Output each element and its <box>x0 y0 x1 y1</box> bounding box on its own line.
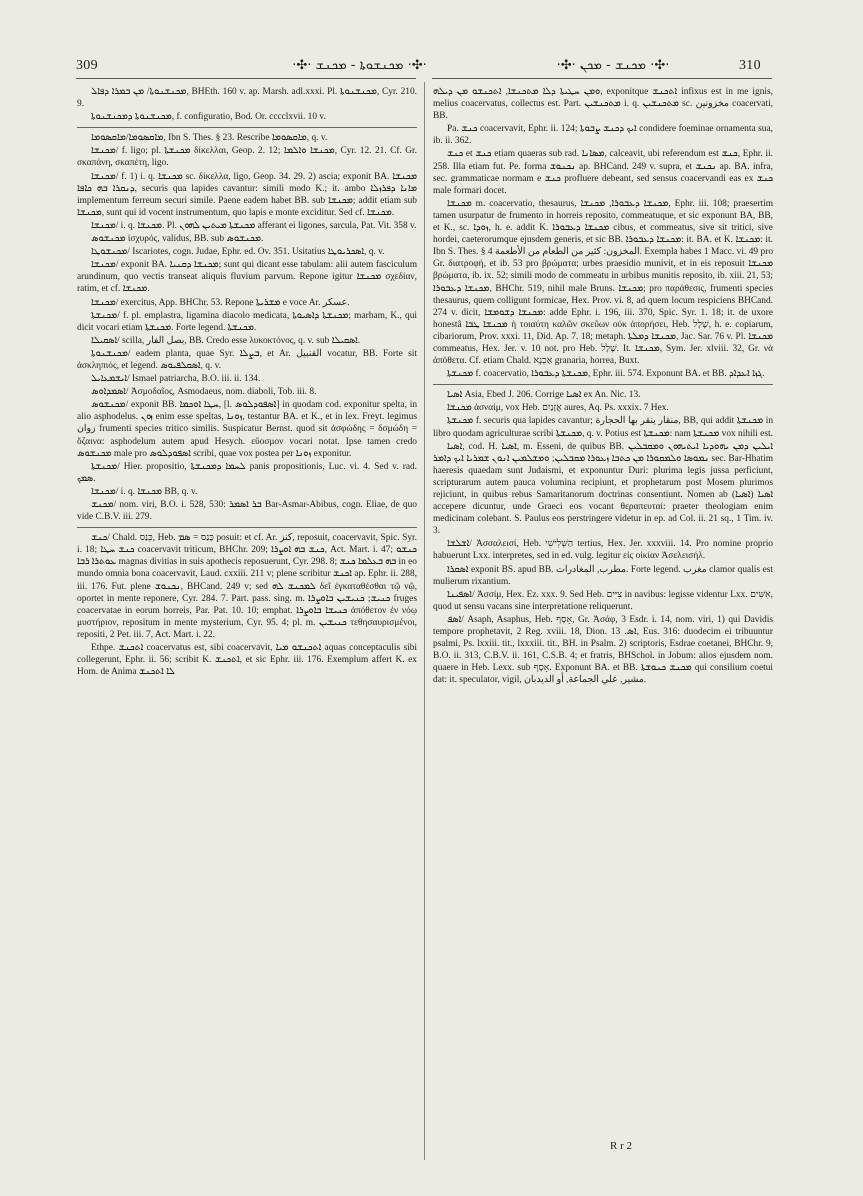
left-running-header: ·✣· ܡܟܢܫܘܬܐ - ܡܟܢܫ ·✣· <box>292 58 427 73</box>
dictionary-entry: ܡܟܢܫܐ/ f. 1) i. q. ܡܟܢܫܐ sc. δίκελλα, ligo, Geop. 34. 29. 2) ascia; exponit BA. ܡܟܢܫܐ ܕܢܩܪܐ ܒܗ ܟܐܦܐ, securis qua lapides cavantur: simili modo K.; it. ambo ܡܐܢܐ ܕܦܪܙܠܐ implementum ferreum securi simile. Paene eadem habet BB. sub ܡܟܢܫܐ; addit etiam sub ܡܟܢܫܐ, sunt qui id vocent instrumentum, quo lapis e monte exciditur. Sed cf. ܡܟܢܫܐ. <box>77 171 417 218</box>
dictionary-entry: ܡܟܢܫܐ/ f. ligo; pl. ܡܟܢܫܬܐ δίκελλαι, Geop. 2. 12; ܡܟܢܫܐ ܘܐܠܡܐ, Cyr. 12. 21. Cf. Gr. σκαπάνη, σκαπέτη, ligo. <box>77 146 417 169</box>
dictionary-entry: ܡܟܢܫܢܘܬܐ ܕܡܟܢܫܢܘܬܐ, f. configuratio, Bod. Or. cccclxvii. 10 v. <box>91 112 326 123</box>
dictionary-entry: Ethpe. ܐܬܟܢܫ coacervatus est, sibi coacervavit, ܐܬܟܢܫܘ ܡܝܐ aquas conceptaculis sibi collegerunt, Ephr. ii. 56; scribit K. ܐܬܟܢܫ, et sic Ephr. iii. 176. Exemplum affert K. ex Hom. de Anima ܠܐ ܐܬܟܢܫ <box>77 643 417 678</box>
dictionary-entry: ܡܟܢܫܬܐ/ Hier. propositio, ܠܚܡܐ ܕܡܟܢܫܬܐ panis propositionis, Luc. vi. 4. Sed v. rad. ܣܡܟ. <box>77 461 417 484</box>
dictionary-entry: ܐܣܝܐ Asia, Ebed J. 206. Corrige ܐܣܝܐ ex An. Nic. 13. <box>433 384 773 401</box>
dictionary-entry: ܐܣܝܐ, cod. H. ܐܣܝܐ, m. Esseni, de quibus BB. ܐܝܠܝܢ ܕܡܢ ܝܗܘܕܝܐ ܐܝܬܝܗܘܢ ܘܡܩܒܠܝܢ ܢܡܘܣܐ ܘܠܡܩܘܪܐ ܡܢ ܟܬܒܐ ܙܥܘܪܐ ܡܩܒܠܝܢ; ܘܡܫܠܡܝܢ ܐܢܘܢ ܫܡܪܝܐ ܐܝܟ ܕܐܡܪ sec. Bar-Hhatim haeresis quaedam sunt Judaismi, et exponuntur Duri: plurima legis jussa perficiunt, scripturarum autem pauca volumina recipiunt, et prophetarum post Mosem plurimos rejiciunt, in quibus rebus Samaritanorum doctrinas consentiunt. Nomen ab ܐܣܝܐ (ܐܣܝܐ) accepere dicuntur, unde Graeci eos vocant θεραπευταί: praeter theologiam enim medicinam colebant. S. Paulus eos perstringere videtur in ep. ad Col. ii. 21 sq., 1 Tim. iv. 3. <box>433 441 773 537</box>
dictionary-entry: ܐܣܡܕܐܘܣ/ Ἀσμοδαῖος, Asmodaeus, nom. diaboli, Tob. iii. 8. <box>91 387 317 398</box>
dictionary-entry: ܐܣܦܝܢܐ/ Ἀσσίμ, Hex. Ez. xxx. 9. Sed Heb. צִיִּים in navibus: legisse videntur Lxx. אִשִּׁים, quod ut sensu vacans sine interpretatione reliquerunt. <box>433 589 773 612</box>
dictionary-entry: ܡܟܢܫܐ m. coacervatio, thesaurus, ܡܟܢܫܐ ܕܥܒܘܪܐ, ܡܟܢܫܐ, Ephr. iii. 108; praesertim tamen usurpatur de frumento in horreis reposito, commeatuque, et sic exponunt BA, BB, et K., sc. ܙܘܕܐ, h. e. addit K. ܡܟܢܫܐ ܕܥܒܘܪܐ cibus, et commeatus, sive sit tritici, sive hordei, caeterorumque ejusdem generis, et sic BB. ܡܟܢܫܐ ܕܥܒܘܪܐ: it. BA. et K. ܡܟܢܫܐ: it. Ibn S. Thes. § 4 المخزون: كثير من الطعام من الأطعمة. Exempla habes 1 Macc. vi. 49 pro Gr. διατροφή, et ib. 53 pro βρώματα; urbes praesidio munivit, et in eis reposuit ܡܟܢܫܐ βρώματα, ib. ix. 52; simili modo de commeatu in urbibus munitis reposito, ib. xiii. 21, 53; ܡܟܢܫܐ ܕܥܒܘܪܐ, BHChr. 519, nihil male Bruns. ܡܟܢܫܐ; pro παράθεσις, frumenti species thesaurus, quem colligunt formicae, Hex. Prov. vi. 8, ad quem locum respiciens BHCand. 274 v. dicit, ܡܟܢܫܐ ܕܫܘܡܫܐ: adde Ephr. i. 196, iii. 370, Spic. Syr. 1. 18; it. de uxore honestâ ܡܟܢܫܐ ܛܒܐ ἡ τοιαύτη καλῶν σκεῦων οὐκ ἀπορήσει, Heb. שָׁלָל, h. e. copiarum, cibariorum, Prov. xxxi. 11, Did. Ap. 7. 18; metaph. ܡܟܢܫܐ ܕܡܠܬܐ, Jac. Sar. 76 v. Pl. ܡܟܢܫܐ commeatus, Hex. Jer. v. 10 not. pro Heb. שָׁלָל. It. ܡܟܢܫܐ, Sym. Jer. xlviii. 32, Gr. νὰ ἀπόθετα. Cf. etiam Chald. אַכְנָא granaria, horrea, Buxt. <box>433 198 773 367</box>
dictionary-entry: ܡܟܢܫܘܣ ἰσχυρός, validus, BB. sub ܡܟܢܫܘܣ. <box>91 234 264 245</box>
dictionary-entry: ܡܟܢܫܬܐ/ f. pl. emplastra, ligamina diacolo medicata, ܡܟܢܫܬܐ ܕܐܣܝܘܬܐ; marham, K., qui dicit vocari etiam ܡܟܢܫܬܐ. Forte legend. ܡܟܢܫܬܐ. <box>77 310 417 333</box>
left-page-number: 309 <box>76 58 98 73</box>
dictionary-entry: Pa. ܟܢܫ coacervavit, Ephr. ii. 124; ܐܝܟ ܕܟܢܫ ܨܒܘܬܐ condidere foeminae ornamenta sua, ib. ii. 362. <box>433 124 773 147</box>
right-page-number: 310 <box>739 58 761 73</box>
dictionary-entry: ܐܣܩܝܠܐ/ scilla, بصل الفار, BB. Credo esse λυκοκτόνος, q. v. sub ܐܣܩܝܠܐ. <box>91 335 361 346</box>
dictionary-entry: ܡܟܢܫܢܘܬܐ/ eadem planta, quae Syr. ܒܨܠܐ, et Ar. القنبيل vocatur, BB. Forte sit ἀσκληπιός, et legend. ܐܣܩܠܦܝܘܣ, q. v. <box>77 348 417 371</box>
dictionary-entry: ܡܟܢܫܐ/ i. q. ܡܟܢܫܐ. Pl. ܡܟܢܫܬܐ ܡܝܬܝܢ ܠܗܘܢ afferant ei ligones, sarcula, Pat. Vit. 358 v. <box>91 220 417 231</box>
dictionary-entry: ܟܢܫ et ܟܢܫ etiam quaeras sub rad. ܡܣܐܢܐ, calceavit, ubi referendum est ܟܢܫ, Ephr. ii. 258. Illa etiam fut. Pe. forma ܢܟܢܘܫ ap. BHCand. 249 v. supra, et ܢܟܢܫ ap. BA. infra, sec. grammaticae normam e ܟܢܫ profluere debeant, sed sensus coacervandi eas ex ܟܢܫ male formari docet. <box>433 149 773 196</box>
dictionary-entry: ܡܟܢܫܬܐ f. coacervatio, ܡܟܢܫܬܐ ܕܥܒܘܪܐ, Ephr. iii. 574. Exponunt BA. et BB. ܓܙܐ ܐܥܕܐܕ. <box>447 369 765 380</box>
dictionary-entry: ܐܣܩܪܐ exponit BS. apud BB. مطرب, المغادرات. Forte legend. مغرب clamor qualis est mulierum rixantium. <box>433 564 773 587</box>
dictionary-entry: ܐܝܫܡܥܐܝܠ/ Ismael patriarcha, B.O. iii. ii. 134. <box>91 374 261 385</box>
dictionary-entry: ܡܟܢܫܐ/ i. q. ܡܟܢܫܐ BB, q. v. <box>91 486 198 497</box>
dictionary-entry: ܐܫܠܫܐ/ Ἀσσαλεισί, Heb. הַשְּׁלִישִׁי tertius, Hex. Jer. xxxviii. 14. Pro nomine proprio habuerunt Lxx. interpretes, sed in ed. vulg. legitur εἰς οἰκίαν Ἀσελεισήλ. <box>433 539 773 562</box>
dictionary-entry: ܡܟܢܫܘܛܐ/ Iscariotes, cogn. Judae, Ephr. ed. Ov. 351. Usitatius ܐܣܟܪܝܘܛܐ, q. v. <box>91 247 385 258</box>
left-column <box>77 86 417 1166</box>
right-header-rule <box>432 78 772 79</box>
column-divider <box>424 82 425 1160</box>
dictionary-entry: ܟܢܫ/ Chald. כְּנַס, Heb. כָּנַס = ܣܡ posuit: et cf. Ar. كنز, reposuit, coacervavit, Spic. Syr. i. 18; ܟܢܫ ܚܛܐ coacervavit triticum, BHChr. 209; ܟܢܫ ܒܗ ܐܘܨܪܐ, Act. Mart. i. 47; ܟܢܫܘ ܥܘܬܪܐ ܪܒܐ magnas divitias in suis apothecis reposuerunt, Cyr. 298. 8; ܒܗ ܒܥܠܡܐ ܟܢܫ in eo mundo omnia bona coacervavit, Laud. cxxiii. 211 v; plene scribitur ܐܟܢܫ ap. Ephr. ii. 288, iii. 176. Fut. plene ܢܟܢܘܫ, BHCand. 249 v; sed ܠܡܟܢܫ ܠܗ δεῖ ἐγκαταθέσθαι τῷ νῷ, oportet in mente reponere, Cyr. 284. 7. Part. pass. sing. m. ܟܢܝܫ; ܟܢܝܫܝܢ ܒܐܘܨܪܐ fruges coacervatae in eorum horreis, Par. Pat. 10. 10; emphat. ܟܢܝܫܐ ܒܐܘܨܪܐ ἀπόθετον ἐν νόῳ μυστήριον, repositum in mente mysterium, Cyr. 95. 4; pl. m. ܟܢܝܫܝܢ τεθησαυρισμένοι, repositi, 2 Pet. iii. 7, Act. Mart. i. 22. <box>77 527 417 641</box>
right-column <box>433 86 773 1166</box>
dictionary-entry: ܡܟܢܫܐ/ exponit BA. ܡܟܢܫܐ ܕܩܢܝܐ; sunt qui dicant esse tabulam: alii autem fasciculum arundinum, quo vectis transeat aliquis fluvium parvum. Repone igitur ܡܟܢܫܐ σχεδίαν, ratim, et cf. ܡܟܢܫܐ. <box>77 260 417 295</box>
dictionary-entry: ܐܣܦ/ Asaph, Asaphus, Heb. אָסָף, Gr. Ἀσάφ, 3 Esdr. i. 14, nom. viri, 1) qui Davidis tempore prophetavit, 2 Reg. xviii. 18, Dion. ܐܣ. 13, Eus. 316: duodecim ei tribuuntur psalmi, Ps. lxxiii. tit., lxxxiii. tit., BH. in Psalm. 2) scriptoris, Esdrae coetanei, BHChr. 9, B.O. ii. 313, C.B.V. ii. 161, C.S.B. 4; et fratris, BHSchol. in Jobum: alios ejusdem nom. quaere in Heb. Lexx. sub אָסָף. Exponunt BA. et BB. ܡܟܢܫ ܟܢܘܫܬܐ qui consilium coetui dat: it. speculator, vigil, مشير, علي الجماعة, أو الديدبان. <box>433 614 773 686</box>
dictionary-entry: ܡܟܢܫ/ nom. viri, B.O. i. 528, 530: ܒܪ ܐܣܡܪ Bar-Asmar-Abibus, cogn. Eliae, de quo vide C.B.V. iii. 279. <box>77 500 417 523</box>
dictionary-entry: ܘܡܢ ܚܛܝܬܐ ܕܠܐ ܡܬܟܢܫܐ, ܐܬܟܢܫܘ ܡܢ ܕܝܠܗ, exponitque ܐܬܟܢܫ infixus est in me ignis, melius coacervatus, collectus est. Part. ܡܬܟܢܫܝܢ i. q. ܡܬܟܢܫܝܢ sc. مخزونين coacervati, BB. <box>433 87 773 122</box>
dictionary-entry: ܡܟܢܫܐ ἀσναίμ, vox Heb. אֲזָנַיִם aures, Aq. Ps. xxxix. 7 Hex. <box>447 403 669 414</box>
left-header-rule <box>76 78 416 79</box>
dictionary-entry: ܡܟܢܫܐ/ exercitus, App. BHChr. 53. Repone ܡܫܪܝܬܐ e voce Ar. عسكر. <box>91 297 350 308</box>
dictionary-entry: ܡܟܢܫܬܐ f. securis qua lapides cavantur; منقار ينقر بها الحجارة, BB, qui addit ܡܟܢܫܬܐ in libro quodam agriculturae scribi ܡܟܢܫܬܐ, q. v. Potius est ܡܟܢܫܬܐ: nam ܡܟܢܫܬܐ vox nihili est. <box>433 416 773 439</box>
dictionary-entry: ܡܐܩܣܘܡܐ/ܡܐܩܣܘܡܐ, Ibn S. Thes. § 23. Rescribe ܡܐܩܣܘܡܐ, q. v. <box>77 127 417 144</box>
signature-mark: R r 2 <box>610 1140 632 1152</box>
right-running-header: ·✣· ܡܟܢܫ - ܡܟܢ ·✣· <box>556 58 670 73</box>
dictionary-entry: ܡܟܢܫܘܣ/ exponit BB. ܚܛܐ ܐܘܟܡܐ, [l. ܐܣܦܘܕܠܘܣ] in quodam cod. exponitur spelta, in alio asphodelus. ܙܘܢ enim esse speltas, ܙܘܢܐ, testantur BA. et K., et in lex. Freyt. legimus زوان frumenti species tritico similis. Suspicatur Bernst. quod sit ἀσφώδης = δσμώδη = ὄζαινα: asphodelum autem apud Hesych. εὔοσμον vocari notat. Ipse tamen credo ܡܟܢܫܘܣ male pro ܐܣܦܘܕܠܘܣ scribi, quae vox postea per ܙܘܢܐ exponitur. <box>77 400 417 459</box>
dictionary-entry: ܡܟܢܫܢܘܬܐ/ ܡܢ ܒܡܪܐ ܕܦܐܠ, BHEth. 160 v. ap. Marsh. adl.xxxi. Pl. ܡܟܢܫܢܘܬܐ, Cyr. 210. 9. <box>77 87 417 110</box>
